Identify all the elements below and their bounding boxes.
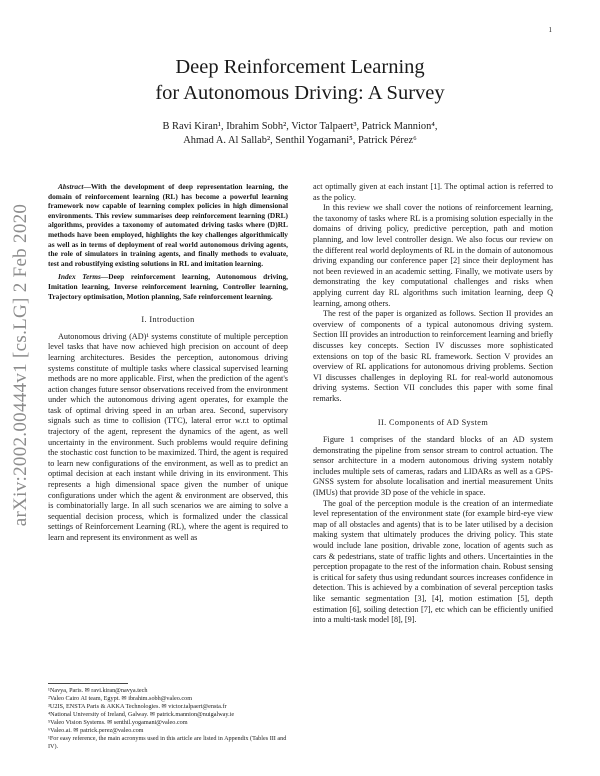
policy-paragraph: act optimally given at each instant [1]. The optimal action is referred to as the policy. <box>313 182 553 202</box>
index-terms-text: —Deep reinforcement learning, Autonomous driving, Imitation learning, Inverse reinforcement learning, Controller learning, Trajectory optimisation, Motion planning, Safe reinforcement learning. <box>48 272 288 301</box>
arxiv-id: arXiv:2002.00444v1 [cs.LG] 2 Feb 2020 <box>10 203 31 527</box>
footnote-1: ¹Navya, Paris. ✉ ravi.kiran@navya.tech <box>48 687 148 694</box>
paper-organization-paragraph: The rest of the paper is organized as follows. Section II provides an overview of components of a typical autonomous driving system. Section III provides an introduction to reinforcement learning and briefly discusses key concepts. Section IV discusses more sophisticated extensions on top of the basic RL framework. Section V provides an overview of RL applications for autonomous driving problems. Section VI discusses challenges in deploying RL for real-world autonomous driving systems. Section VII concludes this paper with some final remarks. <box>313 309 553 403</box>
footnote-4: ⁴National University of Ireland, Galway. ✉ patrick.mannion@nuigalway.ie <box>48 711 235 718</box>
authors-line-1: B Ravi Kiran¹, Ibrahim Sobh², Victor Talpaert³, Patrick Mannion⁴, <box>162 121 438 132</box>
components-paragraph-1: Figure 1 comprises of the standard blocks of an AD system demonstrating the pipeline from sensor stream to control actuation. The sensor architecture in a modern autonomous driving system notably includes multiple sets of cameras, radars and LIDARs as well as a GPS-GNSS system for absolute localisation and inertial measurement Units (IMUs) that provide 3D pose of the vehicle in space. <box>313 435 553 498</box>
section-heading-introduction: I. Introduction <box>141 315 195 325</box>
components-paragraph-2: The goal of the perception module is the creation of an intermediate level representation of the environment state (for example bird-eye view map of all obstacles and agents) that is to be later utilised by a decision making system that ultimately produces the driving policy. This state would include lane position, drivable zone, location of agents such as cars & pedestrians, state of traffic lights and others. Uncertainties in the perception propagate to the rest of the information chain. Robust sensing is critical for safety thus using redundant sources increases confidence in detection. This is achieved by a combination of several perception tasks like semantic segmentation [3], [4], motion estimation [5], depth estimation [6], soiling detection [7], etc which can be efficiently unified into a multi-task model [8], [9]. <box>313 498 553 625</box>
index-terms-label: Index Terms <box>58 272 101 282</box>
footnote-rule <box>48 683 128 684</box>
left-column <box>48 182 288 544</box>
section-heading-components: II. Components of AD System <box>377 418 489 428</box>
footnote-acronyms: ¹For easy reference, the main acronyms used in this article are listed in Appendix (Tables III and IV). <box>48 735 287 750</box>
paper-title <box>0 54 600 106</box>
author-list <box>0 120 600 148</box>
footnote-6: ⁶Valeo.ai. ✉ patrick.perez@valeo.com <box>48 727 144 734</box>
right-column <box>313 182 553 626</box>
abstract <box>48 182 288 268</box>
arxiv-watermark <box>10 185 32 545</box>
page-number: 1 <box>548 26 552 34</box>
footnote-3: ³U2IS, ENSTA Paris & AKKA Technologies. ✉ victor.talpaert@ensta.fr <box>48 703 227 710</box>
abstract-text: —With the development of deep representation learning, the domain of reinforcement learning (RL) has become a powerful learning framework now capable of learning complex policies in high dimensional environments. This review summarises deep reinforcement learning (DRL) algorithms, provides a taxonomy of automated driving tasks where (D)RL methods have been employed, highlights the key challenges algorithmically as well as in terms of deployment of real world autonomous driving agents, the role of simulators in training agents, and finally methods to evaluate, test and robustifying existing solutions in RL and imitation learning. <box>48 182 288 268</box>
footnote-5: ⁵Valeo Vision Systems. ✉ senthil.yogamani@valeo.com <box>48 719 188 726</box>
review-scope-paragraph: In this review we shall cover the notions of reinforcement learning, the taxonomy of tasks where RL is a promising solution especially in the domains of driving policy, predictive perception, path and motion planning, and low level controller design. We also focus our review on the different real world deployments of RL in the domain of autonomous driving expanding our conference paper [2] since their deployment has not been reviewed in an academic setting. Finally, we motivate users by demonstrating the key computational challenges and risks when applying current day RL algorithms such imitation learning, deep Q learning, among others. <box>313 203 553 308</box>
title-line-1: Deep Reinforcement Learning <box>175 56 425 78</box>
authors-line-2: Ahmad A. Al Sallab², Senthil Yogamani⁵, Patrick Pérez⁶ <box>183 135 417 146</box>
introduction-paragraph: Autonomous driving (AD)¹ systems constitute of multiple perception level tasks that have now achieved high precision on account of deep learning architectures. Besides the perception, autonomous driving systems constitute of multiple tasks where classical supervised learning methods are no more applicable. First, when the prediction of the agent's action changes future sensor observations received from the environment under which the autonomous driving agent operates, for example the task of optimal driving speed in an urban area. Second, supervisory signals such as time to collision (TTC), lateral error w.r.t to optimal trajectory of the agent, represent the dynamics of the agent, as well uncertainty in the environment. Such problems would require defining the stochastic cost function to be maximized. Third, the agent is required to learn new configurations of the environment, as well as to predict an optimal decision at each instant while driving in its environment. This represents a high dimensional space given the number of unique configurations under which the agent & environment are observed, this is combinatorially large. In all such scenarios we are aiming to solve a sequential decision process, which is formalized under the classical settings of Reinforcement Learning (RL), where the agent is required to learn and represent its environment as well as <box>48 331 288 542</box>
abstract-label: Abstract <box>58 182 84 191</box>
title-line-2: for Autonomous Driving: A Survey <box>155 82 445 104</box>
footnotes <box>48 683 288 751</box>
footnote-2: ²Valeo Cairo AI team, Egypt. ✉ ibrahim.sobh@valeo.com <box>48 695 193 702</box>
index-terms <box>48 272 288 301</box>
